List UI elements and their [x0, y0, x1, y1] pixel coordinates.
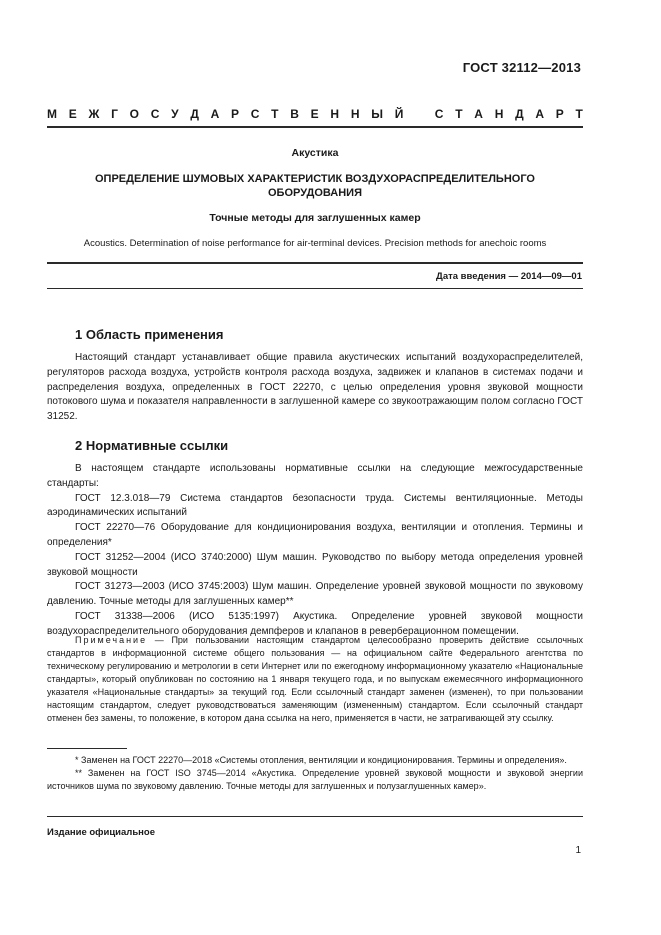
footnote-separator	[47, 748, 127, 749]
main-title-line2: ОБОРУДОВАНИЯ	[268, 187, 362, 199]
reference-item: ГОСТ 31252—2004 (ИСО 3740:2000) Шум машин. Руководство по выбору метода определения уровней звуковой мощности	[47, 551, 583, 578]
interstate-letter: Д	[190, 107, 199, 121]
note-block	[47, 634, 583, 725]
interstate-letter: С	[150, 107, 160, 121]
interstate-letter: Н	[350, 107, 360, 121]
interstate-letter: А	[535, 107, 545, 121]
references-intro: В настоящем стандарте использованы нормативные ссылки на следующие межгосударственные стандарты:	[47, 463, 583, 489]
note-label: Примечание	[75, 635, 148, 645]
date-rule	[47, 288, 583, 289]
interstate-letter: А	[474, 107, 483, 121]
interstate-letter: Н	[494, 107, 504, 121]
section-heading-references: 2 Нормативные ссылки	[75, 438, 229, 453]
interstate-letter: Т	[455, 107, 463, 121]
interstate-letter: С	[250, 107, 260, 121]
page-number: 1	[575, 845, 581, 856]
footnote-1: * Заменен на ГОСТ 22270—2018 «Системы отопления, вентиляции и кондиционирования. Термины и определения».	[75, 755, 567, 765]
interstate-letter: Ж	[88, 107, 100, 121]
note-text: — При пользовании настоящим стандартом целесообразно проверить действие ссылочных стандартов в информационной системе общего пользования — на официальном сайте Федерального агентства по техническому регулированию и метрологии в сети Интернет или по ежегодному информационному указателю «Национальные стандарты», который опубликован по состоянию на 1 января текущего года, и по выпускам ежемесячного информационного указателя «Национальные стандарты» за текущий год. Если ссылочный стандарт заменен (изменен), то при пользовании настоящим стандартом, следует руководствоваться заменяющим (измененным) стандартом. Если ссылочный стандарт отменен без замены, то положение, в котором дана ссылка на него, применяется в части, не затрагивающей эту ссылку.	[47, 635, 583, 723]
interstate-letter: А	[210, 107, 220, 121]
main-title	[47, 172, 583, 200]
interstate-letter: Е	[68, 107, 77, 121]
header-rule	[47, 126, 583, 128]
footnote-2: ** Заменен на ГОСТ ISO 3745—2014 «Акустика. Определение уровней звуковой мощности и звуковой энергии источников шума по звуковому давлению. Точные методы для заглушенных и полузаглушенных камер».	[47, 768, 583, 791]
interstate-letter: Р	[555, 107, 564, 121]
reference-item: ГОСТ 31273—2003 (ИСО 3745:2003) Шум машин. Определение уровней звуковой мощности по звуковому давлению. Точные методы для заглушенных камер**	[47, 581, 583, 608]
footnotes	[47, 754, 583, 793]
title-rule	[47, 262, 583, 264]
footer-rule	[47, 816, 583, 817]
edition-label: Издание официальное	[47, 827, 155, 838]
interstate-letter: Й	[394, 107, 404, 121]
interstate-letter: М	[47, 107, 57, 121]
reference-item: ГОСТ 12.3.018—79 Система стандартов безопасности труда. Системы вентиляционные. Методы аэродинамических испытаний	[47, 492, 583, 519]
interstate-letter: Н	[330, 107, 340, 121]
english-title: Acoustics. Determination of noise performance for air-terminal devices. Precision methods for anechoic rooms	[83, 238, 547, 249]
subject-title: Акустика	[291, 147, 339, 159]
section-heading-scope: 1 Область применения	[75, 327, 224, 342]
interstate-letter: У	[171, 107, 179, 121]
interstate-letter: О	[129, 107, 139, 121]
note-paragraph	[47, 634, 583, 725]
intro-date: Дата введения — 2014—09—01	[436, 271, 582, 282]
interstate-standard-heading	[47, 107, 583, 121]
reference-item: ГОСТ 31338—2006 (ИСО 5135:1997) Акустика. Определение уровней звуковой мощности воздухораспределительного оборудования демпферов и клапанов в реверберационном помещении.	[47, 610, 583, 637]
main-title-line1: ОПРЕДЕЛЕНИЕ ШУМОВЫХ ХАРАКТЕРИСТИК ВОЗДУХОРАСПРЕДЕЛИТЕЛЬНОГО	[94, 173, 535, 185]
interstate-letter: Ы	[371, 107, 383, 121]
interstate-letter: Т	[575, 107, 583, 121]
references-list	[47, 462, 583, 640]
interstate-letter: Г	[111, 107, 118, 121]
interstate-letter: Р	[231, 107, 240, 121]
interstate-letter: Т	[271, 107, 279, 121]
reference-item: ГОСТ 22270—76 Оборудование для кондиционирования воздуха, вентиляции и отопления. Термины и определения*	[47, 522, 583, 548]
interstate-letter: Д	[515, 107, 524, 121]
gost-number: ГОСТ 32112—2013	[462, 60, 581, 75]
interstate-letter	[415, 107, 423, 121]
interstate-letter: В	[290, 107, 299, 121]
interstate-letter: Е	[310, 107, 319, 121]
subtitle: Точные методы для заглушенных камер	[209, 212, 421, 224]
section-scope-text	[47, 351, 583, 425]
paragraph: Настоящий стандарт устанавливает общие правила акустических испытаний воздухораспределителей, регуляторов расхода воздуха, устройств контроля расхода воздуха, задвижек и клапанов в системах подачи и распределения воздуха, определенных в ГОСТ 22270, с целью определения уровня звуковой мощности потокового шума и показателя направленности в заглушенной камере со звукоотражающим полом согласно ГОСТ 31252.	[47, 352, 583, 423]
interstate-letter: С	[434, 107, 444, 121]
